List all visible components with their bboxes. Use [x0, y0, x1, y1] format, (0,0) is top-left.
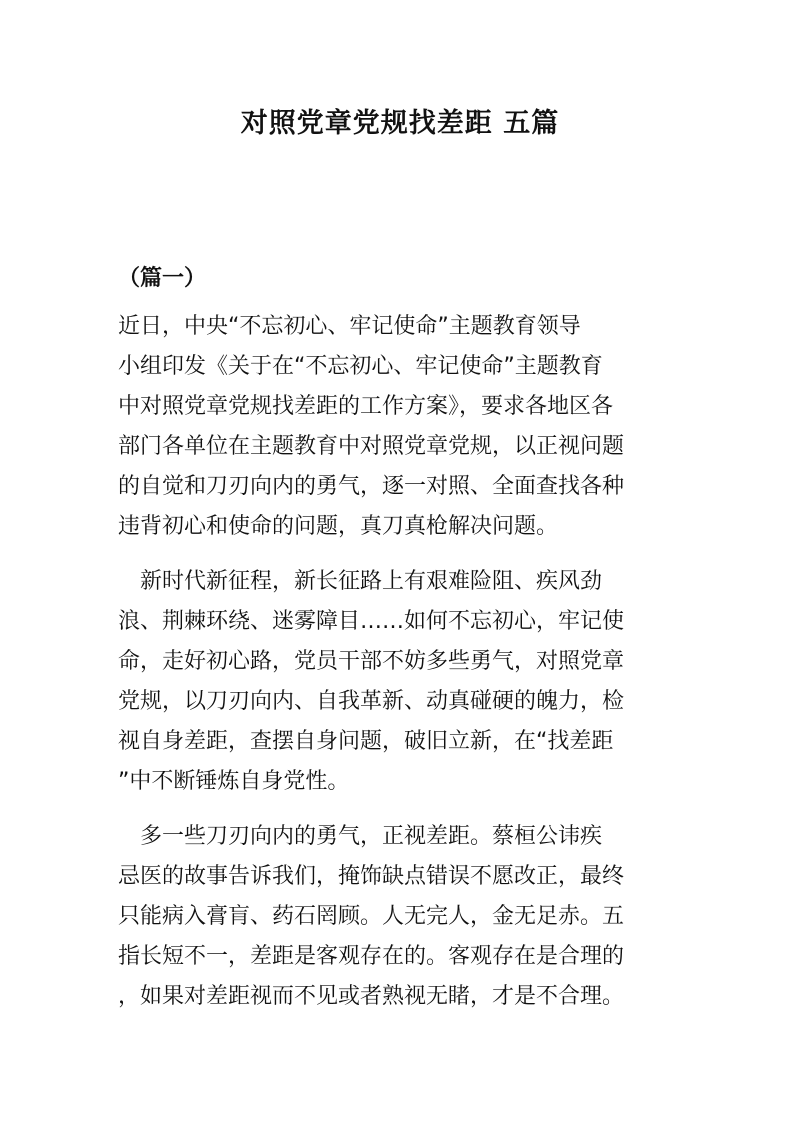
body-line-9: 命，走好初心路，党员干部不妨多些勇气，对照党章: [118, 649, 625, 674]
body-line-5: 的自觉和刀刃向内的勇气，逐一对照、全面查找各种: [118, 474, 625, 499]
body-line-11: 视自身差距，查摆自身问题，破旧立新，在“找差距: [118, 729, 614, 754]
body-line-1: 近日，中央“不忘初心、牢记使命”主题教育领导: [118, 314, 581, 339]
body-line-12: ”中不断锤炼自身党性。: [118, 769, 350, 794]
body-line-16: 指长短不一，差距是客观存在的。客观存在是合理的: [118, 944, 625, 969]
section-heading: （篇一）: [118, 266, 207, 291]
body-line-2: 小组印发《关于在“不忘初心、牢记使命”主题教育: [118, 354, 603, 379]
body-line-3: 中对照党章党规找差距的工作方案》，要求各地区各: [118, 394, 614, 419]
body-line-14: 忌医的故事告诉我们，掩饰缺点错误不愿改正，最终: [118, 864, 625, 889]
body-line-7: 新时代新征程，新长征路上有艰难险阻、疾风劲: [118, 569, 603, 594]
body-line-6: 违背初心和使命的问题，真刀真枪解决问题。: [118, 514, 559, 539]
body-line-10: 党规，以刀刃向内、自我革新、动真碰硬的魄力，检: [118, 689, 625, 714]
body-line-8: 浪、荆棘环绕、迷雾障目……如何不忘初心，牢记使: [118, 609, 625, 634]
document-title: 对照党章党规找差距 五篇: [240, 108, 560, 139]
body-line-17: ，如果对差距视而不见或者熟视无睹，才是不合理。: [118, 984, 625, 1009]
body-line-4: 部门各单位在主题教育中对照党章党规，以正视问题: [118, 434, 625, 459]
body-line-13: 多一些刀刃向内的勇气，正视差距。蔡桓公讳疾: [118, 824, 603, 849]
body-line-15: 只能病入膏肓、药石罔顾。人无完人，金无足赤。五: [118, 904, 625, 929]
